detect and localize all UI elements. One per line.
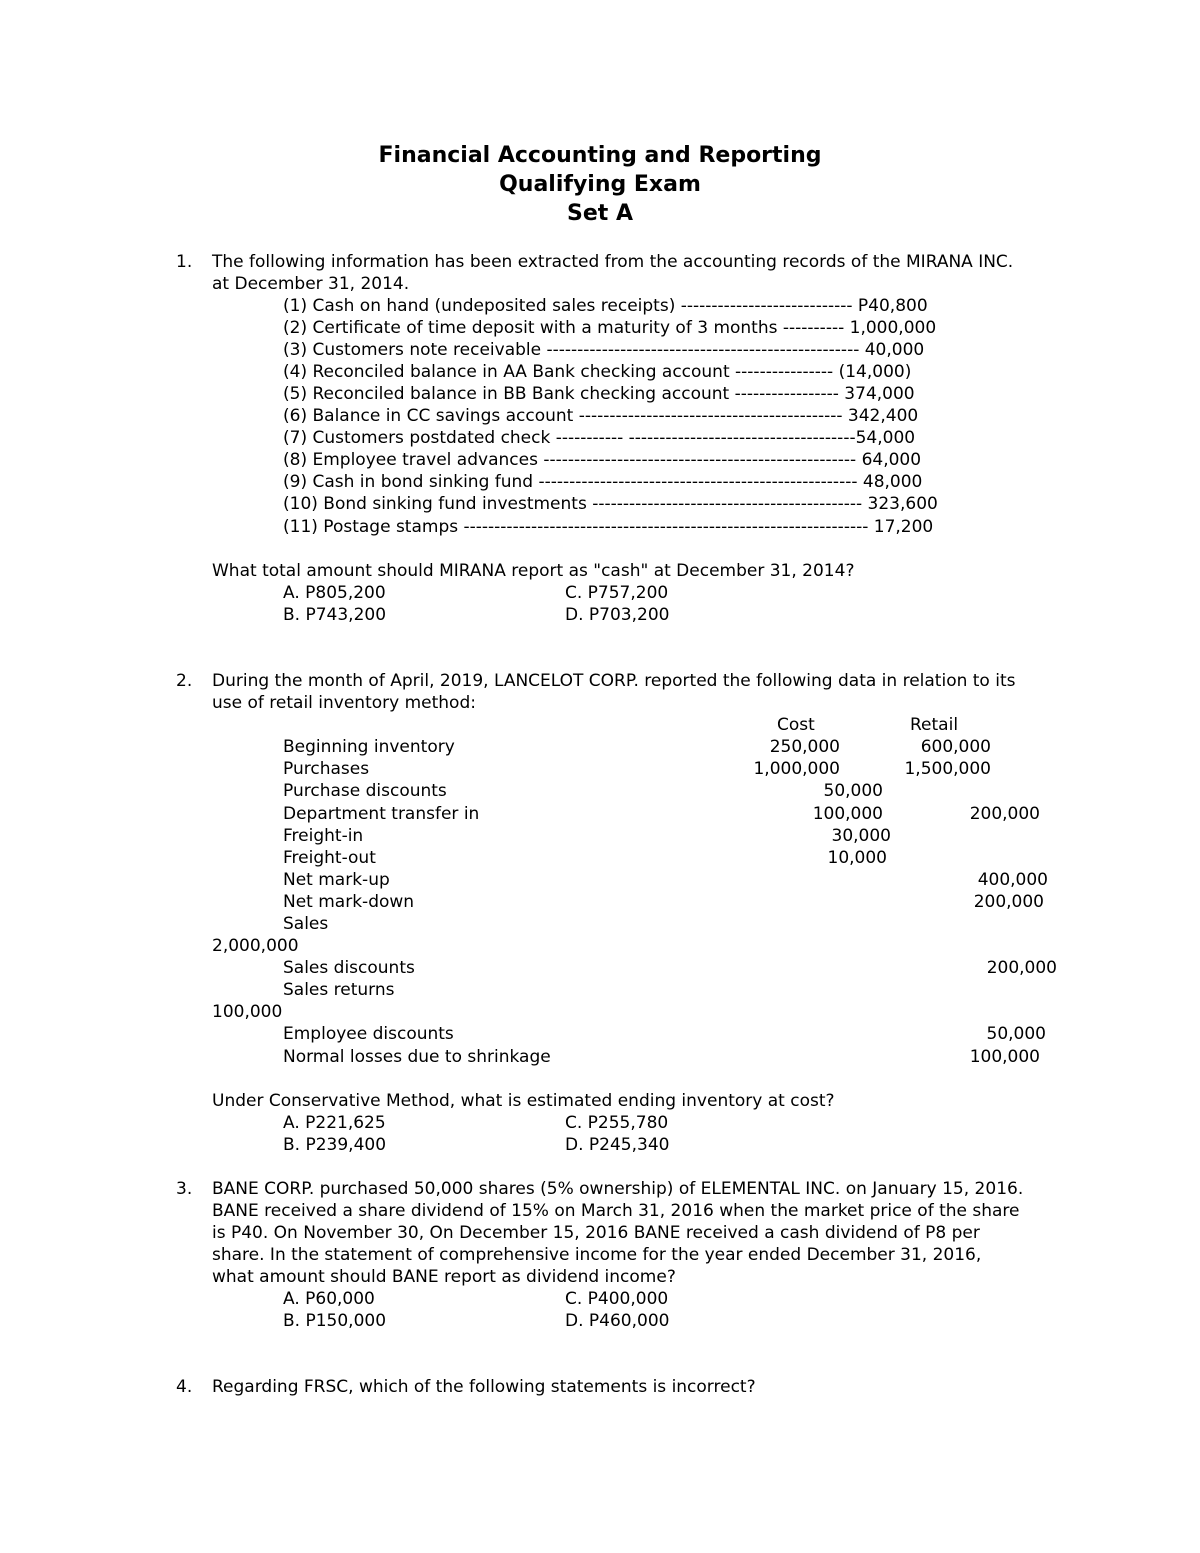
q3-choice-c: C. P400,000 bbox=[565, 1289, 669, 1309]
q1-question: What total amount should MIRANA report as "cash" at December 31, 2014? bbox=[212, 561, 855, 581]
q3-choice-d: D. P460,000 bbox=[565, 1311, 670, 1331]
q2-row-label: Purchase discounts bbox=[283, 781, 447, 801]
q1-item: (4) Reconciled balance in AA Bank checking account ---------------- (14,000) bbox=[283, 362, 912, 382]
q2-row-label: Sales returns bbox=[283, 980, 395, 1000]
q2-row-cost: 30,000 bbox=[831, 826, 891, 846]
q3-choice-a: A. P60,000 bbox=[283, 1289, 375, 1309]
q1-stem-line2: at December 31, 2014. bbox=[212, 274, 410, 294]
q3-stem-line: share. In the statement of comprehensive income for the year ended December 31, 2016, bbox=[212, 1245, 982, 1265]
q2-row-retail: 200,000 bbox=[986, 958, 1057, 978]
q2-row-label: Freight-out bbox=[283, 848, 376, 868]
q2-row-retail: 50,000 bbox=[986, 1024, 1046, 1044]
q3-choice-b: B. P150,000 bbox=[283, 1311, 387, 1331]
document-set: Set A bbox=[567, 201, 633, 226]
q1-item: (10) Bond sinking fund investments -------------------------------------------- 323,600 bbox=[283, 494, 938, 514]
q3-number: 3. bbox=[176, 1179, 193, 1199]
q1-number: 1. bbox=[176, 252, 193, 272]
q2-question: Under Conservative Method, what is estimated ending inventory at cost? bbox=[212, 1091, 835, 1111]
q2-header-retail: Retail bbox=[910, 715, 959, 735]
q2-row-label: Freight-in bbox=[283, 826, 364, 846]
q1-item: (6) Balance in CC savings account ------------------------------------------- 342,400 bbox=[283, 406, 919, 426]
q2-stem-line1: During the month of April, 2019, LANCELOT CORP. reported the following data in relation to its bbox=[212, 671, 1016, 691]
document-subtitle: Qualifying Exam bbox=[499, 172, 701, 197]
q1-item: (2) Certificate of time deposit with a maturity of 3 months ---------- 1,000,000 bbox=[283, 318, 937, 338]
q1-choice-a: A. P805,200 bbox=[283, 583, 386, 603]
q2-row-label: Net mark-down bbox=[283, 892, 415, 912]
q3-stem-line: BANE CORP. purchased 50,000 shares (5% ownership) of ELEMENTAL INC. on January 15, 2016. bbox=[212, 1179, 1024, 1199]
q4-stem: Regarding FRSC, which of the following statements is incorrect? bbox=[212, 1377, 756, 1397]
q1-stem-line1: The following information has been extracted from the accounting records of the MIRANA INC. bbox=[212, 252, 1014, 272]
q2-choice-d: D. P245,340 bbox=[565, 1135, 670, 1155]
q2-row-label: Employee discounts bbox=[283, 1024, 454, 1044]
q2-row-wrapped-value: 2,000,000 bbox=[212, 936, 299, 956]
q1-item: (9) Cash in bond sinking fund ---------------------------------------------------- 48,000 bbox=[283, 472, 923, 492]
q2-row-retail: 200,000 bbox=[973, 892, 1044, 912]
q2-row-cost: 50,000 bbox=[823, 781, 883, 801]
q2-row-label: Beginning inventory bbox=[283, 737, 455, 757]
q2-row-retail: 600,000 bbox=[920, 737, 991, 757]
q2-choice-c: C. P255,780 bbox=[565, 1113, 669, 1133]
q2-row-cost: 10,000 bbox=[827, 848, 887, 868]
q2-row-label: Purchases bbox=[283, 759, 370, 779]
q2-stem-line2: use of retail inventory method: bbox=[212, 693, 476, 713]
q2-row-retail: 1,500,000 bbox=[904, 759, 991, 779]
q2-row-label: Sales discounts bbox=[283, 958, 415, 978]
q2-row-retail: 400,000 bbox=[977, 870, 1048, 890]
q3-stem-line: BANE received a share dividend of 15% on March 31, 2016 when the market price of the share bbox=[212, 1201, 1020, 1221]
q2-row-retail: 200,000 bbox=[969, 804, 1040, 824]
q2-row-label: Department transfer in bbox=[283, 804, 480, 824]
q2-choice-a: A. P221,625 bbox=[283, 1113, 386, 1133]
q1-choice-c: C. P757,200 bbox=[565, 583, 669, 603]
q2-row-cost: 100,000 bbox=[812, 804, 883, 824]
q2-row-retail: 100,000 bbox=[969, 1047, 1040, 1067]
q1-item: (11) Postage stamps ------------------------------------------------------------------ 17,200 bbox=[283, 517, 934, 537]
q2-row-wrapped-value: 100,000 bbox=[212, 1002, 283, 1022]
q3-stem-line: is P40. On November 30, On December 15, 2016 BANE received a cash dividend of P8 per bbox=[212, 1223, 980, 1243]
q1-choice-d: D. P703,200 bbox=[565, 605, 670, 625]
q4-number: 4. bbox=[176, 1377, 193, 1397]
document-title: Financial Accounting and Reporting bbox=[378, 143, 822, 168]
q2-row-label: Sales bbox=[283, 914, 329, 934]
q1-item: (7) Customers postdated check ----------- -------------------------------------54,000 bbox=[283, 428, 916, 448]
q1-choice-b: B. P743,200 bbox=[283, 605, 387, 625]
q1-item: (5) Reconciled balance in BB Bank checking account ----------------- 374,000 bbox=[283, 384, 915, 404]
q3-stem-line: what amount should BANE report as dividend income? bbox=[212, 1267, 676, 1287]
q2-row-cost: 1,000,000 bbox=[753, 759, 840, 779]
q2-row-label: Net mark-up bbox=[283, 870, 390, 890]
q2-row-label: Normal losses due to shrinkage bbox=[283, 1047, 551, 1067]
q2-number: 2. bbox=[176, 671, 193, 691]
q1-item: (3) Customers note receivable --------------------------------------------------- 40,000 bbox=[283, 340, 925, 360]
q2-choice-b: B. P239,400 bbox=[283, 1135, 387, 1155]
q2-row-cost: 250,000 bbox=[769, 737, 840, 757]
q2-header-cost: Cost bbox=[777, 715, 815, 735]
q1-item: (1) Cash on hand (undeposited sales receipts) ---------------------------- P40,800 bbox=[283, 296, 928, 316]
q1-item: (8) Employee travel advances --------------------------------------------------- 64,000 bbox=[283, 450, 922, 470]
